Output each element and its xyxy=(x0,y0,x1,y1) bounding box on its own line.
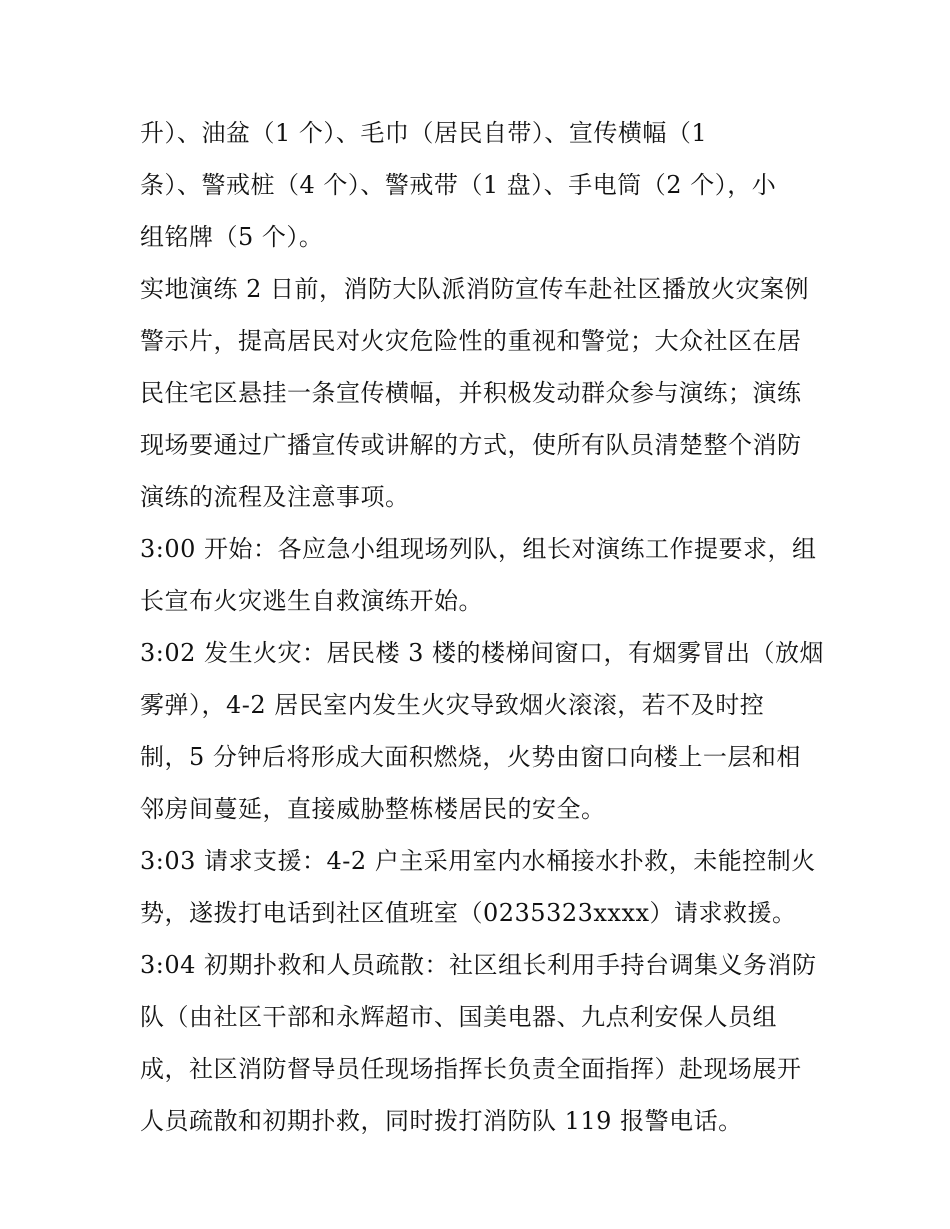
text-line: 演练的流程及注意事项。 xyxy=(140,483,410,511)
text-line: 实地演练 2 日前，消防大队派消防宣传车赴社区播放火灾案例 xyxy=(140,275,810,303)
text-line: 民住宅区悬挂一条宣传横幅，并积极发动群众参与演练；演练 xyxy=(140,379,802,407)
text-line: 3:04 初期扑救和人员疏散：社区组长利用手持台调集义务消防 xyxy=(140,951,817,979)
text-line: 势，遂拨打电话到社区值班室（0235323xxxx）请求救援。 xyxy=(140,899,797,927)
text-line: 警示片，提高居民对火灾危险性的重视和警觉；大众社区在居 xyxy=(140,327,802,355)
text-line: 升）、油盆（1 个）、毛巾（居民自带）、宣传横幅（1 xyxy=(140,119,708,147)
text-line: 3:02 发生火灾：居民楼 3 楼的楼梯间窗口，有烟雾冒出（放烟 xyxy=(140,639,825,667)
text-line: 3:03 请求支援：4-2 户主采用室内水桶接水扑救，未能控制火 xyxy=(140,847,816,875)
text-line: 人员疏散和初期扑救，同时拨打消防队 119 报警电话。 xyxy=(140,1107,743,1135)
text-line: 制，5 分钟后将形成大面积燃烧，火势由窗口向楼上一层和相 xyxy=(140,743,801,771)
text-line: 雾弹），4-2 居民室内发生火灾导致烟火滚滚，若不及时控 xyxy=(140,691,765,719)
text-line: 现场要通过广播宣传或讲解的方式，使所有队员清楚整个消防 xyxy=(140,431,802,459)
text-line: 3:00 开始：各应急小组现场列队，组长对演练工作提要求，组 xyxy=(140,535,817,563)
text-line: 长宣布火灾逃生自救演练开始。 xyxy=(140,587,483,615)
text-line: 成，社区消防督导员任现场指挥长负责全面指挥）赴现场展开 xyxy=(140,1055,802,1083)
text-line: 邻房间蔓延，直接威胁整栋楼居民的安全。 xyxy=(140,795,606,823)
text-line: 组铭牌（5 个）。 xyxy=(140,223,324,251)
document-body xyxy=(140,107,825,1147)
text-line: 队（由社区干部和永辉超市、国美电器、九点利安保人员组 xyxy=(140,1003,777,1031)
text-line: 条）、警戒桩（4 个）、警戒带（1 盘）、手电筒（2 个），小 xyxy=(140,171,777,199)
